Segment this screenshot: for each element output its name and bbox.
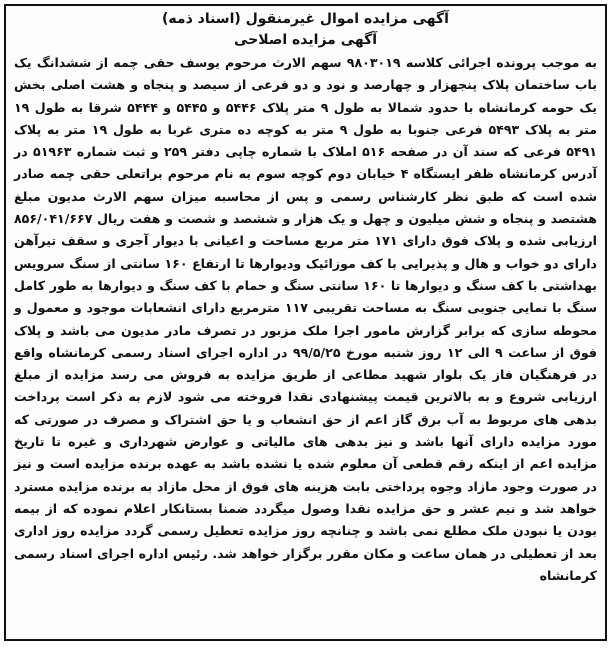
notice-title: آگهی مزایده اموال غیرمنقول (اسناد ذمه) <box>162 11 449 27</box>
notice-body-paragraph <box>14 52 597 587</box>
notice-body-text: به موجب پرونده اجرائی کلاسه ۹۸۰۳۰۱۹ سهم الارث مرحوم یوسف حقی چمه از ششدانگ یک باب ساختمان پلاک پنجهزار و چهارصد و نود و دو فرعی از سیصد و پنجاه و هشت اصلی بخش یک حومه کرمانشاه با حدود شمالا به طول ۹ متر پلاک ۵۴۴۶ و ۵۴۴۵ و ۵۴۴۴ شرقا به طول ۱۹ متر به پلاک ۵۴۹۳ فرعی جنوبا به طول ۹ متر به کوچه ده متری غربا به طول ۱۹ متر به پلاک ۵۴۹۱ فرعی که سند آن در صفحه ۵۱۶ املاک با شماره چاپی دفتر ۲۵۹ و ثبت شماره ۵۱۹۶۳ در آدرس کرمانشاه ظفر ایستگاه ۴ خیابان دوم کوچه سوم به نام مرحوم براتعلی حقی چمه صادر شده است که طبق نظر کارشناس رسمی و پس از محاسبه میزان سهم الارث مدیون مبلغ هشتصد و پنجاه و شش میلیون و چهل و یک هزار و ششصد و شصت و هفت ریال ۸۵۶/۰۴۱/۶۶۷ ارزیابی شده و پلاک فوق دارای ۱۷۱ متر مربع مساحت و اعیانی با دیوار آجری و سقف تیرآهن دارای دو خواب و هال و پذیرایی با کف موزائیک ودیوارها تا ارتفاع ۱۶۰ سانتی از سنگ سرویس بهداشتی با کف سنگ و دیوارها تا ۱۶۰ سانتی سنگ و حمام با کف سنگ و دیوارها به طور کامل سنگ با نمایی جنوبی سنگ به مساحت تقریبی ۱۱۷ مترمربع دارای انشعابات موجود و معمول و محوطه سازی که برابر گزارش مامور اجرا ملک مزبور در تصرف مادر مدیون می باشد و پلاک فوق از ساعت ۹ الی ۱۲ روز شنبه مورخ ۹۹/۵/۲۵ در اداره اجرای اسناد رسمی کرمانشاه واقع در فرهنگیان فاز یک بلوار شهید مطاعی از طریق مزایده به فروش می رسد مزایده از مبلغ ارزیابی شروع و به بالاترین قیمت پیشنهادی نقدا فروخته می شود لازم به ذکر است پرداخت بدهی های مربوط به آب برق گاز اعم از حق انشعاب و یا حق اشتراک و مصرف در صورتی که مورد مزایده دارای آنها باشد و نیز بدهی های مالیاتی و عوارض شهرداری و غیره تا تاریخ مزایده اعم از اینکه رقم قطعی آن معلوم شده یا نشده باشد به عهده برنده مزایده است و نیز در صورت وجود مازاد وجوه پرداختی بابت هزینه های فوق از محل مازاد به برنده مزایده مسترد خواهد شد و نیم عشر و حق مزایده نقدا وصول میگردد ضمنا بستانکار اعلام نموده که از بیمه بودن یا نبودن ملک مطلع نمی باشد و چنانچه روز مزایده تعطیل رسمی گردد مزایده روز اداری بعد از تعطیلی در همان ساعت و مکان مقرر برگزار خواهد شد. <box>14 55 598 561</box>
notice-signature: رئیس اداره اجرای اسناد رسمی کرمانشاه <box>14 545 597 583</box>
notice-subtitle: آگهی مزایده اصلاحی <box>233 32 378 48</box>
auction-notice <box>4 4 607 641</box>
